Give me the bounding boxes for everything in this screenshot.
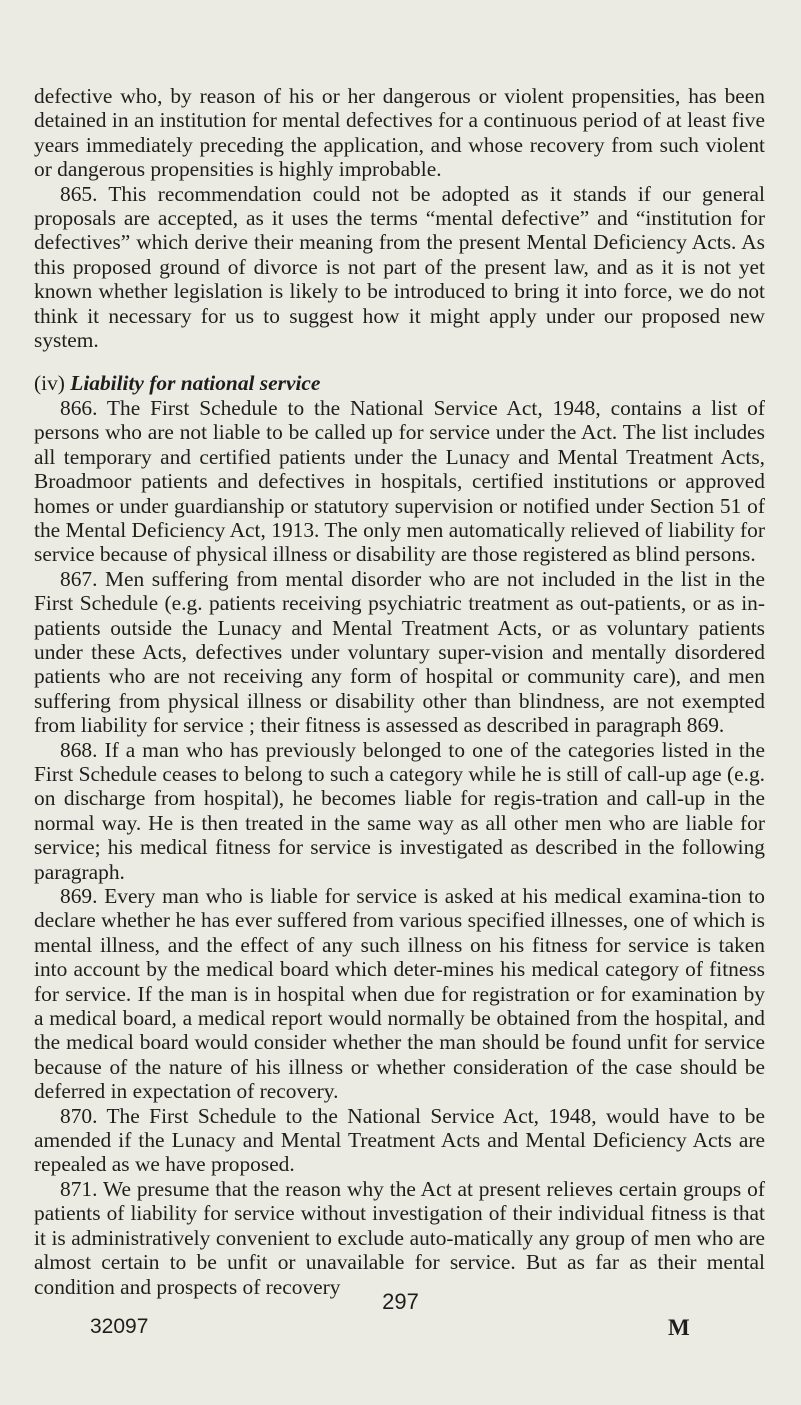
paragraph-867: 867. Men suffering from mental disorder who are not included in the list in the First Schedule (e.g. patients receiving psychiatric treatment as out-patients, or as in-patients outside the Lunacy and Mental Treatment Acts, or as voluntary patients under these Acts, defectives under voluntary super-vision and mentally disordered patients who are not receiving any form of hospital or community care), and men suffering from physical illness or disability other than blindness, are not exempted from liability for service ; their fitness is assessed as described in paragraph 869. bbox=[34, 566, 765, 738]
paragraph-865: 865. This recommendation could not be adopted as it stands if our general proposals are accepted, as it uses the terms “mental defective” and “institution for defectives” which derive their meaning from the present Mental Deficiency Acts. As this proposed ground of divorce is not part of the present law, and as it is not yet known whether legislation is likely to be introduced to bring it into force, we do not think it necessary for us to suggest how it might apply under our proposed new system. bbox=[34, 181, 765, 353]
paragraph-continuation: defective who, by reason of his or her dangerous or violent propensities, has been detained in an institution for mental defectives for a continuous period of at least five years immediately preceding the application, and whose recovery from such violent or dangerous propensities is highly improbable. bbox=[34, 84, 765, 182]
section-heading-title: Liability for national service bbox=[70, 371, 321, 396]
paragraph-869: 869. Every man who is liable for service is asked at his medical examina-tion to declare whether he has ever suffered from various specified illnesses, one of which is mental illness, and the effect of any such illness on his fitness for service is taken into account by the medical board which deter-mines his medical category of fitness for service. If the man is in hospital when due for registration or for examination by a medical board, a medical report would normally be obtained from the hospital, and the medical board would consider whether the man should be found unfit for service because of the nature of his illness or whether consideration of the case should be deferred in expectation of recovery. bbox=[34, 884, 765, 1104]
paragraph-866: 866. The First Schedule to the National Service Act, 1948, contains a list of persons who are not liable to be called up for service under the Act. The list includes all temporary and certified patients under the Lunacy and Mental Treatment Acts, Broadmoor patients and defectives in hospitals, certified institutions or approved homes or under guardianship or statutory supervision or notified under Section 51 of the Mental Deficiency Act, 1913. The only men automatically relieved of liability for service because of physical illness or disability are those registered as blind persons. bbox=[34, 395, 765, 567]
document-body bbox=[34, 84, 765, 1299]
signature-mark: M bbox=[668, 1315, 690, 1340]
page-number: 297 bbox=[382, 1289, 419, 1314]
paragraph-870: 870. The First Schedule to the National Service Act, 1948, would have to be amended if the Lunacy and Mental Treatment Acts and Mental Deficiency Acts are repealed as we have proposed. bbox=[34, 1103, 765, 1177]
section-heading bbox=[34, 371, 765, 395]
paragraph-871: 871. We presume that the reason why the Act at present relieves certain groups of patients of liability for service without investigation of their individual fitness is that it is administratively convenient to exclude auto-matically any group of men who are almost certain to be unfit or unavailable for service. But as far as their mental condition and prospects of recovery bbox=[34, 1176, 765, 1299]
paragraph-868: 868. If a man who has previously belonged to one of the categories listed in the First Schedule ceases to belong to such a category while he is still of call-up age (e.g. on discharge from hospital), he becomes liable for regis-tration and call-up in the normal way. He is then treated in the same way as all other men who are liable for service; his medical fitness for service is investigated as described in the following paragraph. bbox=[34, 737, 765, 884]
section-heading-number: (iv) bbox=[34, 371, 65, 396]
print-code: 32097 bbox=[90, 1315, 149, 1338]
